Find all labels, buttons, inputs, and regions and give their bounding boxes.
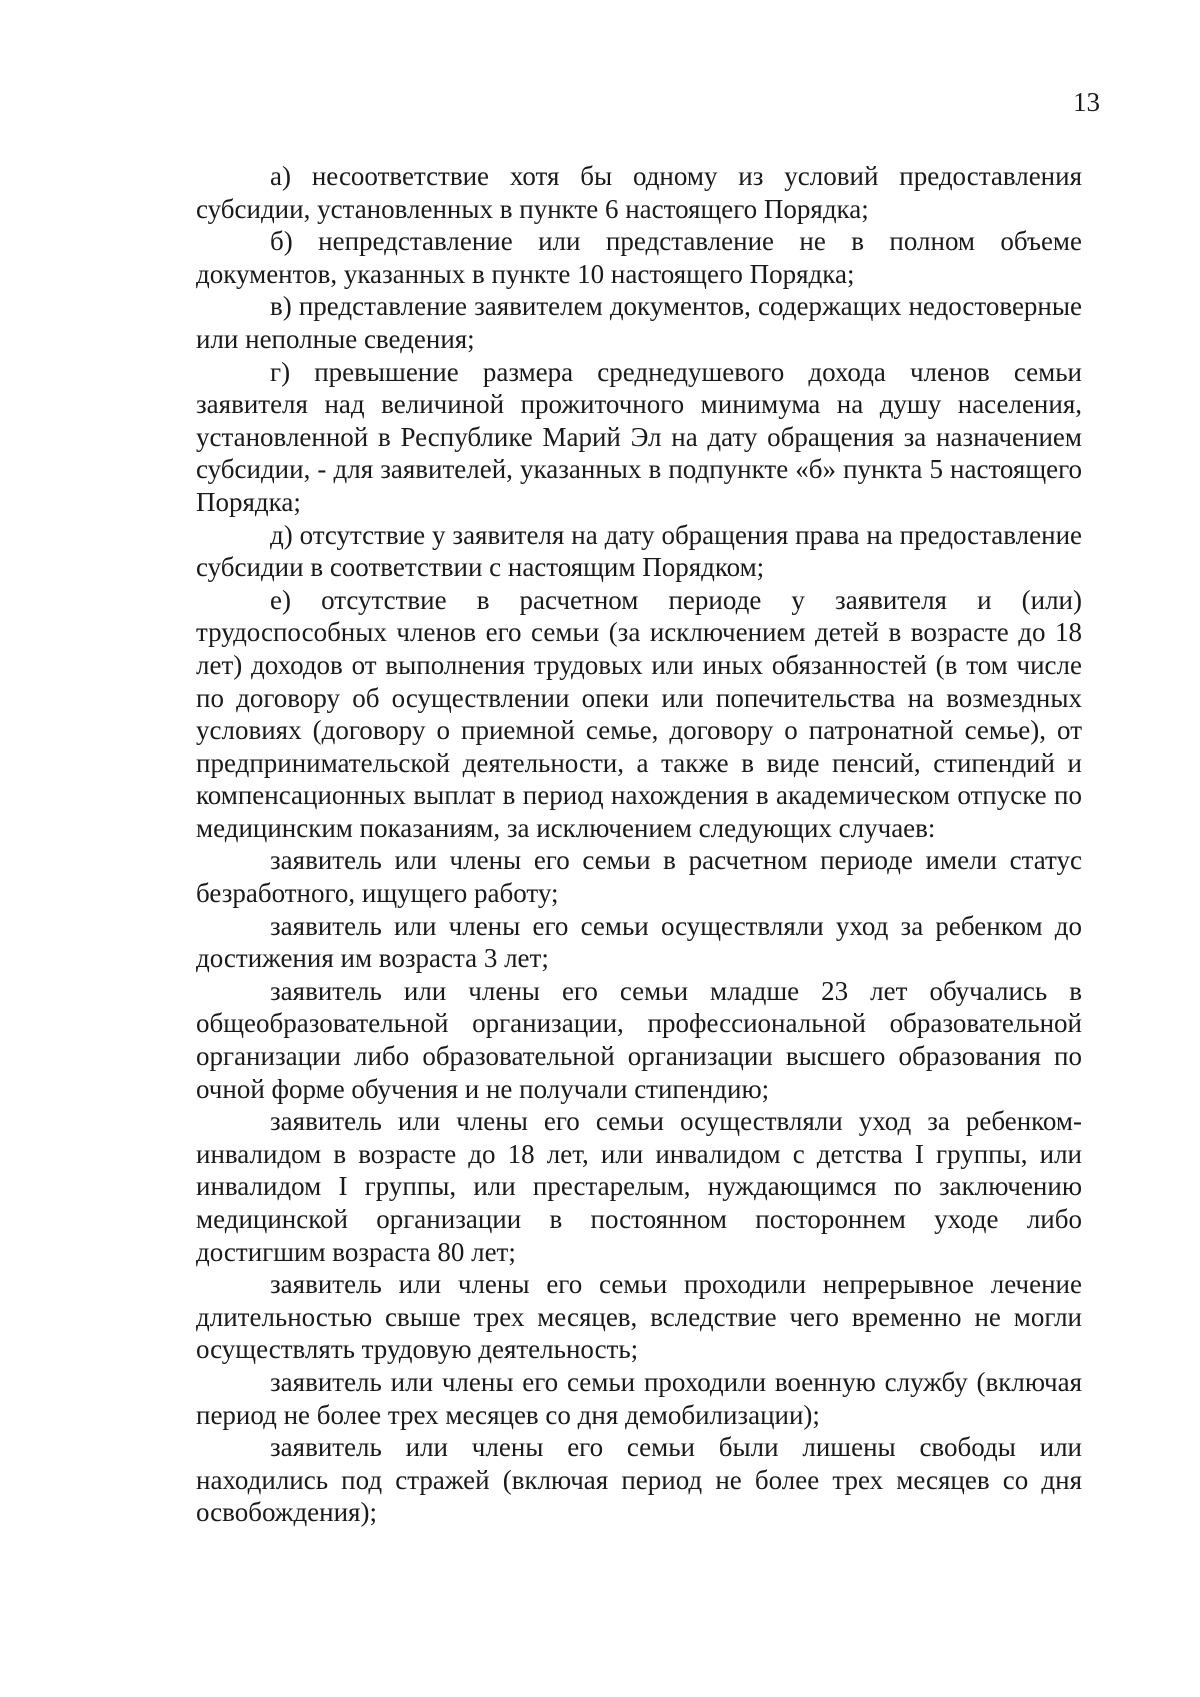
exception-military-service: заявитель или члены его семьи проходили военную службу (включая период не более трех месяцев со дня демобилизации); [196,1366,1082,1430]
exception-imprisonment: заявитель или члены его семьи были лишены свободы или находились под стражей (включая период не более трех месяцев со дня освобождения); [196,1432,1082,1528]
paragraph-g: г) превышение размера среднедушевого дохода членов семьи заявителя над величиной прожиточного минимума на душу населения, установленной в Республике Марий Эл на дату обращения за назначением субсидии, - для заявителей, указанных в подпункте «б» пункта 5 настоящего Порядка; [196,356,1082,517]
exception-disabled-care: заявитель или члены его семьи осуществляли уход за ребенком-инвалидом в возрасте до 18 лет, или инвалидом с детства I группы, или инвалидом I группы, или престарелым, нуждающимся по заключению медицинской организации в постоянном постороннем уходе либо достигшим возраста 80 лет; [196,1106,1082,1267]
paragraph-v: в) представление заявителем документов, содержащих недостоверные или неполные сведения; [196,291,1082,354]
exception-unemployed: заявитель или члены его семьи в расчетном периоде имели статус безработного, ищущего работу; [196,845,1082,909]
exception-childcare: заявитель или члены его семьи осуществляли уход за ребенком до достижения им возраста 3 лет; [196,910,1082,974]
paragraph-a: а) несоответствие хотя бы одному из условий предоставления субсидии, установленных в пункте 6 настоящего Порядка; [196,161,1082,224]
paragraph-d: д) отсутствие у заявителя на дату обращения права на предоставление субсидии в соответствии с настоящим Порядком; [196,519,1082,583]
document-body [196,160,1082,1529]
exception-students: заявитель или члены его семьи младше 23 лет обучались в общеобразовательной организации, профессиональной образовательной организации либо образовательной организации высшего образования по очной форме обучения и не получали стипендию; [196,975,1082,1104]
page-number: 13 [1073,87,1100,117]
paragraph-e: е) отсутствие в расчетном периоде у заявителя и (или) трудоспособных членов его семьи (за исключением детей в возрасте до 18 лет) доходов от выполнения трудовых или иных обязанностей (в том числе по договору об осуществлении опеки или попечительства на возмездных условиях (договору о приемной семье, договору о патронатной семье), от предпринимательской деятельности, а также в виде пенсий, стипендий и компенсационных выплат в период нахождения в академическом отпуске по медицинским показаниям, за исключением следующих случаев: [196,584,1082,843]
paragraph-b: б) непредставление или представление не в полном объеме документов, указанных в пункте 10 настоящего Порядка; [196,226,1082,289]
exception-medical-treatment: заявитель или члены его семьи проходили непрерывное лечение длительностью свыше трех месяцев, вследствие чего временно не могли осуществлять трудовую деятельность; [196,1269,1082,1365]
